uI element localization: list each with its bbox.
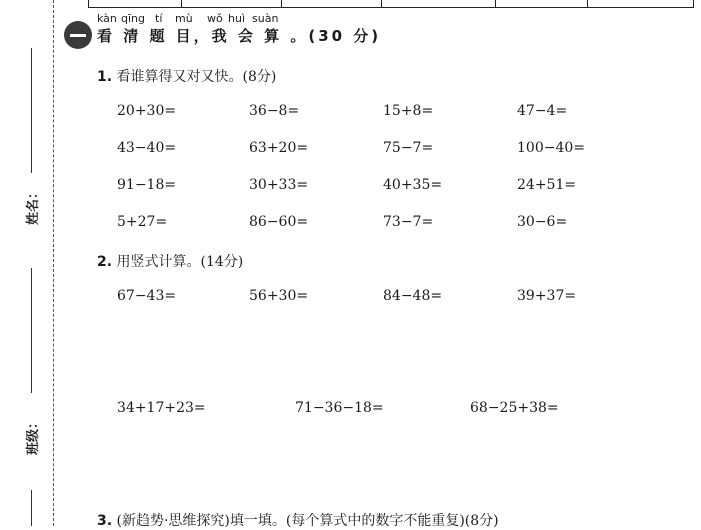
question-1-text: 看谁算得又对又快。(8分) xyxy=(116,69,277,85)
q1-expr: 47−4= xyxy=(517,103,568,119)
pinyin-qing: qīng xyxy=(121,12,145,25)
q1-expr: 43−40= xyxy=(117,140,177,156)
q1-expr: 40+35= xyxy=(383,177,443,193)
q1-expr: 5+27= xyxy=(117,214,168,230)
table-divider xyxy=(381,0,382,7)
question-1-number: 1. xyxy=(97,69,113,85)
q1-expr: 73−7= xyxy=(383,214,434,230)
q2-expr: 56+30= xyxy=(249,288,309,304)
pinyin-hui: huì xyxy=(228,12,245,25)
q1-expr: 100−40= xyxy=(517,140,585,156)
class-field-line xyxy=(31,268,32,393)
class-label: 班级： xyxy=(26,415,42,456)
pinyin-wo: wǒ xyxy=(207,12,223,25)
q1-expr: 91−18= xyxy=(117,177,177,193)
pinyin-kan: kàn xyxy=(97,12,117,25)
q2-expr: 34+17+23= xyxy=(117,400,206,416)
question-2-number: 2. xyxy=(97,254,113,270)
q1-expr: 86−60= xyxy=(249,214,309,230)
table-divider xyxy=(281,0,282,7)
question-3-number: 3. xyxy=(97,513,113,529)
table-divider xyxy=(181,0,182,7)
q2-expr: 71−36−18= xyxy=(295,400,384,416)
section-title: 看 清 题 目，我 会 算 。(30 分) xyxy=(97,27,382,45)
pinyin-ti: tí xyxy=(155,12,163,25)
school-field-line xyxy=(31,490,32,526)
binding-dashed-line xyxy=(53,0,54,526)
question-2-title xyxy=(97,251,243,271)
pinyin-suan: suàn xyxy=(252,12,279,25)
section-one-glyph xyxy=(70,34,86,37)
q2-expr: 68−25+38= xyxy=(470,400,559,416)
table-divider xyxy=(495,0,496,7)
name-field-line xyxy=(31,48,32,173)
q2-expr: 39+37= xyxy=(517,288,577,304)
q1-expr: 63+20= xyxy=(249,140,309,156)
question-3-title xyxy=(97,510,499,530)
question-2-text: 用竖式计算。(14分) xyxy=(116,254,244,270)
q1-expr: 15+8= xyxy=(383,103,434,119)
q1-expr: 30−6= xyxy=(517,214,568,230)
pinyin-mu: mù xyxy=(175,12,193,25)
question-1-title xyxy=(97,66,276,86)
table-divider xyxy=(587,0,588,7)
answer-table-fragment xyxy=(88,0,694,8)
q2-expr: 84−48= xyxy=(383,288,443,304)
q1-expr: 30+33= xyxy=(249,177,309,193)
q2-expr: 67−43= xyxy=(117,288,177,304)
q1-expr: 20+30= xyxy=(117,103,177,119)
q1-expr: 75−7= xyxy=(383,140,434,156)
q1-expr: 24+51= xyxy=(517,177,577,193)
section-number-badge xyxy=(64,21,92,49)
name-label: 姓名： xyxy=(26,185,42,226)
q1-expr: 36−8= xyxy=(249,103,300,119)
question-3-text: (新趋势·思维探究)填一填。(每个算式中的数字不能重复)(8分) xyxy=(116,513,499,529)
